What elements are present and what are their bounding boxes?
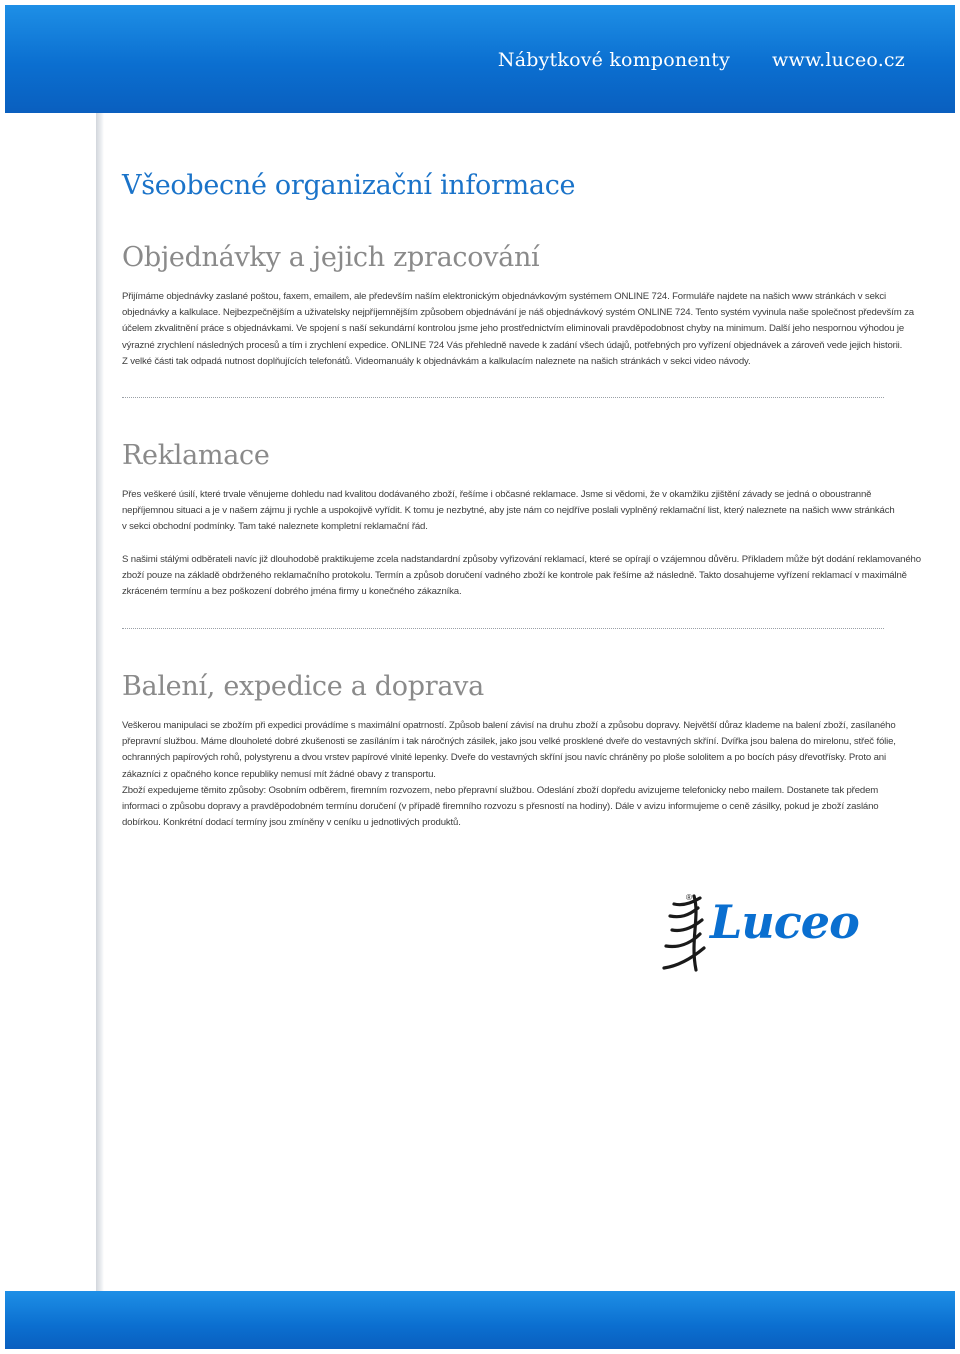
- text-line: dobírkou. Konkrétní dodací termíny jsou zmíněny v ceníku u jednotlivých produktů.: [122, 817, 461, 829]
- text-line: v sekci obchodní podmínky. Tam také naleznete kompletní reklamační řád.: [122, 521, 428, 533]
- text-line: Veškerou manipulaci se zbožím při expedici provádíme s maximální opatrností. Způsob balení závisí na druhu zboží a způsobu dopravy. Největší důraz klademe na balení zboží, zasílaného: [122, 720, 896, 731]
- text-line: ochranných papírových rohů, polystyrenu a dvou vrstev papírové vlnité lepenky. Dveře do vestavných skříní jsou navíc chráněny po ploše sololitem a po bocích pásy dřevotřísky. Proto ani: [122, 752, 886, 764]
- registered-mark: ®: [686, 893, 692, 902]
- luceo-wordmark: Luceo: [710, 895, 859, 949]
- text-line: přepravní službou. Máme dlouholeté dobré zkušenosti se zasíláním i tak náročných zásilek, jako jsou velké prosklené dveře do vestavných skříní. Dvířka jsou balena do mirelonu, střeč fólie,: [122, 736, 896, 748]
- paragraph-complaints-2: [122, 552, 921, 601]
- section-divider: [122, 628, 884, 629]
- text-line: Zboží expedujeme těmito způsoby: Osobním odběrem, firemním rozvozem, nebo přepravní službou. Odeslání zboží dopředu avizujeme telefonicky nebo mailem. Dostanete tak předem: [122, 784, 879, 796]
- text-line: zboží pouze na základě obdrženého reklamačního protokolu. Termín a způsob doručení vadného zboží ke kontrole pak řešíme až následně. Takto dosahujeme vyřízení reklamací v maximálně: [122, 570, 907, 582]
- header-brand: [498, 49, 905, 71]
- text-line: informaci o způsobu dopravy a pravděpodobném termínu doručení (v případě firemního rozvozu s přesností na hodiny). Dále v avizu informujeme o ceně zásilky, pokud je zboží zasláno: [122, 801, 879, 813]
- text-line: účelem zkvalitnění práce s objednávkami. Ve spojení s naší sekundární kontrolou jsme jeho prostřednictvím eliminovali pravděpodobnost chyby na minimum. Další jeho nespornou výhodou je: [122, 323, 905, 335]
- text-line: zkráceném termínu a bez poškození dobrého jména firmy u konečného zákazníka.: [122, 586, 462, 598]
- header-banner: [5, 5, 955, 113]
- header-title: Nábytkové komponenty: [497, 49, 731, 71]
- text-line: výrazné zrychlení následných procesů a tím i zrychlení expedice. ONLINE 724 Vás přehledně navede k zadání všech údajů, potřebných pro vyřízení objednávek a zároveň vede jejich historii.: [122, 339, 903, 351]
- text-line: Přes veškeré úsilí, které trvale věnujeme dohledu nad kvalitou dodávaného zboží, řešíme i občasné reklamace. Jsme si vědomi, že v okamžiku zjištění závady se jedná o oboustranně: [122, 489, 872, 500]
- luceo-logo-graphic: [660, 886, 870, 976]
- footer-banner: [5, 1291, 955, 1349]
- section-heading-shipping: Balení, expedice a doprava: [122, 671, 484, 702]
- text-line: S našimi stálými odběrateli navíc již dlouhodobě praktikujeme zcela nadstandardní způsoby vyřizování reklamací, které se opírají o vzájemnou důvěru. Příkladem může být dodání reklamovaného: [122, 554, 921, 565]
- section-heading-complaints: Reklamace: [122, 440, 270, 471]
- text-line: nepříjemnou situaci a je v našem zájmu ji rychle a uspokojivě vyřídit. K tomu je nezbytné, aby jste nám co nejdříve poslali vyplněný reklamační list, který naleznete na našich www stránkách: [122, 505, 895, 517]
- header-url-link[interactable]: www.luceo.cz: [772, 49, 905, 71]
- text-line: Z velké části tak odpadá nutnost doplňujících telefonátů. Videomanuály k objednávkám a kalkulacím naleznete na našich stránkách v sekci video návody.: [122, 355, 751, 367]
- section-divider: [122, 397, 884, 398]
- section-heading-orders: Objednávky a jejich zpracování: [122, 242, 540, 273]
- page-title: Všeobecné organizační informace: [122, 170, 576, 201]
- text-line: Přijímáme objednávky zaslané poštou, faxem, emailem, ale především naším elektronickým objednávkovým systémem ONLINE 724. Formuláře najdete na našich www stránkách v sekci: [122, 291, 887, 302]
- page-edge-shadow: [96, 113, 104, 1291]
- paragraph-orders: [122, 289, 914, 370]
- text-line: zákazníci z opačného konce republiky nemusí mít žádné obavy z transportu.: [122, 768, 436, 780]
- luceo-logo: [660, 886, 870, 976]
- paragraph-complaints-1: [122, 487, 895, 536]
- text-line: objednávky a kalkulace. Nejbezpečnějším a uživatelsky nejpříjemnějším způsobem objednávání je náš objednávkový systém ONLINE 724. Tento systém vyvinula naše společnost především za: [122, 307, 914, 319]
- paragraph-shipping: [122, 718, 896, 831]
- luceo-tree-icon: [664, 896, 704, 970]
